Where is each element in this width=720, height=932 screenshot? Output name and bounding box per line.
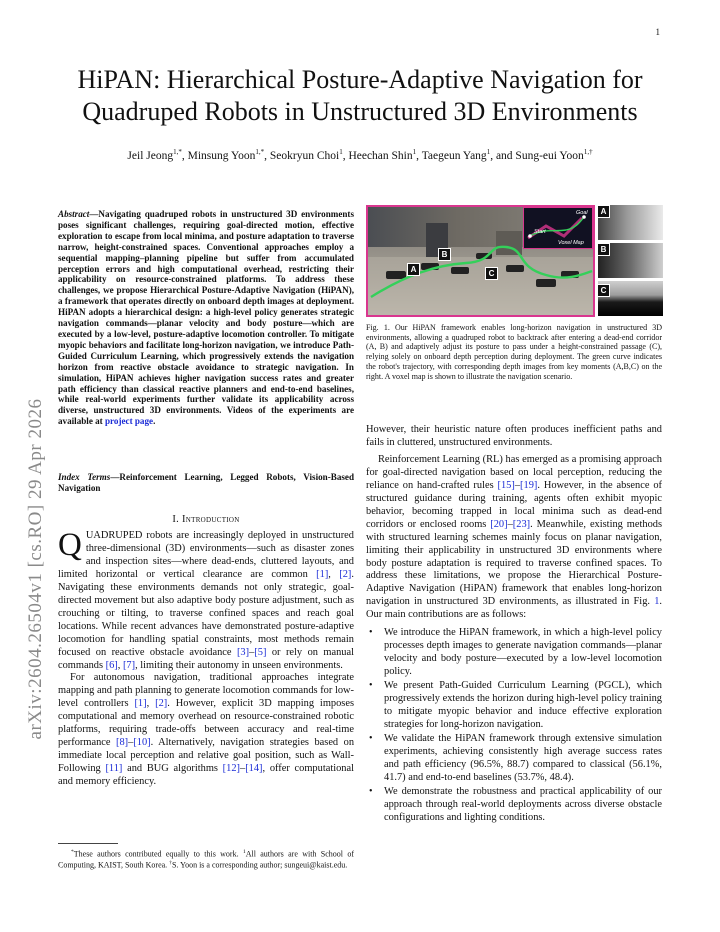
figure-tag-c: C	[485, 267, 498, 280]
figure-ref-link[interactable]: 1	[654, 596, 660, 608]
text-run: . Meanwhile, existing methods with structured learning schemes mainly focus on planar navigation, limiting their applicability in unstructured 3D environments where body posture adaptation is required to traverse confined spaces. To address these limitations, we propose the Hierarchical Posture-Adaptive Navigation (HiPAN) framework that enables long-horizon navigation in unstructured 3D environments, as illustrated in Fig.	[366, 518, 662, 608]
footnote-text: These authors contributed equally to this work.	[73, 849, 243, 859]
map-title-label: Voxel Map	[558, 240, 584, 246]
right-column-body	[366, 424, 662, 826]
text-run: –	[514, 479, 521, 491]
arxiv-stamp[interactable]	[22, 398, 50, 740]
citation-link[interactable]: [1]	[134, 698, 147, 710]
figure-1	[366, 205, 663, 317]
index-terms	[58, 472, 354, 494]
index-terms-text: —Reinforcement Learning, Legged Robots, Vision-Based Navigation	[58, 472, 354, 493]
drop-cap: Q	[58, 527, 82, 563]
citation-link[interactable]: [2]	[339, 568, 352, 580]
footnote-mark: †	[169, 860, 172, 867]
author-affil: 1,*	[173, 148, 182, 156]
right-paragraph-0: However, their heuristic nature often produces inefficient paths and fails in cluttered, unstructured environments.	[366, 424, 662, 448]
citation-link[interactable]: [14]	[245, 763, 263, 775]
contribution-item: • We present Path-Guided Curriculum Learning (PGCL), which progressively extends the horizon during high-level policy training to mitigate myopic behavior and induce effective exploration strategies for long-horizon navigation.	[366, 680, 662, 732]
author-name: Seokryun Choi	[269, 149, 340, 162]
text-run: or rely on manual commands	[58, 646, 354, 671]
depth-image-a	[598, 205, 663, 240]
citation-link[interactable]: [10]	[133, 737, 151, 749]
text-run: ,	[117, 659, 123, 671]
text-run: ,	[328, 568, 340, 580]
map-start-label: Start	[534, 229, 546, 235]
abstract-text: —Navigating quadruped robots in unstructured 3D environments poses significant challenges, requiring goal-directed motion, effective exploration to escape from local minima, and posture adaptation to traverse narrow, height-constrained spaces. Conventional approaches employ a sequential mapping–planning pipeline but suffer from accumulated perception errors and high computational overhead, restricting their applicability on resource-constrained platforms. To address these challenges, we propose Hierarchical Posture-Adaptive Navigation (HiPAN), a framework that operates directly on onboard depth images at deployment. HiPAN adopts a hierarchical design: a high-level policy generates strategic navigation commands—planar velocity and body posture—which are executed by a low-level, posture-adaptive locomotion controller. To mitigate myopic behaviors and facilitate long-horizon navigation, we introduce Path-Guided Curriculum Learning, which progressively extends the navigation horizon from reactive obstacle avoidance to strategic navigation. In simulation, HiPAN achieves higher navigation success rates and greater path efficiency than classical reactive planners and end-to-end baselines, while real-world experiments further validate its applicability across diverse, unstructured 3D environments. Videos of the experiments are available at	[58, 209, 354, 427]
text-run: . However, explicit 3D mapping imposes computational and memory overhead on resource-constrained robotic platforms, requiring trade-offs between accuracy and real-time performance	[58, 698, 354, 749]
figure-caption: Fig. 1. Our HiPAN framework enables long-horizon navigation in unstructured 3D environments, allowing a quadruped robot to backtrack after entering a dead-end corridor (A, B) and adaptively adjust its posture to pass under a height-constrained passage (C), relying solely on onboard depth perception during deployment. The green curve indicates the robot's trajectory, with corresponding depth images from key moments (A,B,C) on the right. A voxel map is shown to illustrate the navigation scenario.	[366, 323, 662, 381]
author-affil: 1,*	[255, 148, 265, 156]
depth-tag-c: C	[597, 284, 610, 297]
index-terms-lead: Index Terms	[58, 472, 111, 482]
citation-link[interactable]: [11]	[105, 763, 123, 775]
citation-link[interactable]: [23]	[512, 518, 531, 530]
text-run: . Alternatively, navigation strategies based on immediate local perception and relative goal position, such as Wall-Following	[58, 737, 355, 775]
arxiv-stamp-text: arXiv:2604.26504v1 [cs.RO] 29 Apr 2026	[25, 398, 46, 740]
citation-link[interactable]: [2]	[155, 698, 168, 710]
intro-paragraph-1	[58, 527, 354, 672]
section-heading-introduction: I. Introduction	[172, 514, 240, 525]
text-run: , offer computational and memory efficiency.	[58, 763, 354, 788]
contribution-item: • We validate the HiPAN framework through extensive simulation experiments, achieving consistently high average success rates and path efficiency (96.5%, 88.7) compared to classical (56.1%, 41.7) and end-to-end baselines (53.7%, 48.4).	[366, 733, 662, 785]
author-name: Taegeun Yang	[421, 149, 487, 162]
footnote-mark: *	[71, 849, 74, 855]
author-affil: 1	[339, 148, 343, 156]
depth-tag-b: B	[597, 243, 610, 256]
figure-tag-b: B	[438, 248, 451, 261]
author-name: Jeil Jeong	[127, 149, 174, 162]
abstract-end: .	[153, 416, 156, 427]
text-run: UADRUPED robots are increasingly deployed in unstructured three-dimensional (3D) environments—such as disaster zones and inspection sites—where dead-ends, cluttered layouts, and limited horizontal or vertical clearance are common	[58, 530, 354, 580]
abstract	[58, 209, 354, 427]
author-affil: 1	[412, 148, 417, 156]
author-list: Jeil Jeong$^{1,*}$, Minsung Yoon$^{1,*}$, Seokryun Choi$^1$, Heechan Shin$^1$, Taegeun Yang$^1$, and Sung-eui Yoon$^{1,\dagger}$	[127, 148, 593, 162]
footnote-text: S. Yoon is a corresponding author; sungeui@kaist.edu.	[171, 860, 348, 870]
intro-paragraph-2	[58, 672, 354, 789]
map-goal-label: Goal	[576, 210, 588, 216]
depth-tag-a: A	[597, 205, 610, 218]
citation-link[interactable]: [3]	[236, 646, 250, 658]
depth-image-b	[598, 243, 663, 278]
author-conjunction: and	[495, 149, 513, 162]
footnote-text: All authors are with School of Computing, KAIST, South Korea.	[58, 849, 354, 870]
depth-image-c	[598, 281, 663, 316]
citation-link[interactable]: [5]	[254, 646, 267, 658]
text-run: –	[128, 737, 134, 749]
introduction-body	[58, 527, 355, 789]
author-name: Sung-eui Yoon	[515, 149, 584, 162]
text-run: –	[239, 763, 246, 775]
text-run: . Our main contributions are as follows:	[366, 596, 662, 621]
author-name: Heechan Shin	[348, 149, 413, 162]
paper-title	[40, 64, 680, 128]
text-run: –	[507, 518, 513, 530]
contribution-item: • We introduce the HiPAN framework, in which a high-level policy processes depth images to generate navigation commands—planar velocity and body posture—executed by a low-level locomotion policy.	[366, 627, 662, 679]
project-page-link[interactable]: project page	[105, 416, 154, 427]
contribution-list	[366, 627, 662, 824]
right-paragraph-1	[366, 454, 662, 622]
citation-link[interactable]: [7]	[122, 659, 136, 671]
figure-frame	[366, 205, 595, 317]
text-run: For autonomous navigation, traditional approaches integrate mapping and path planning to generate locomotion commands for low-level controllers	[58, 672, 354, 710]
author-name: Minsung Yoon	[187, 149, 256, 162]
title-line-1: HiPAN: Hierarchical Posture-Adaptive Navigation for	[77, 65, 643, 94]
text-run: , limiting their autonomy in unseen environments.	[135, 659, 343, 671]
citation-link[interactable]: [19]	[520, 479, 538, 491]
text-run: –	[249, 646, 255, 658]
footnote	[58, 848, 354, 871]
title-line-2: Quadruped Robots in Unstructured 3D Environments	[82, 97, 638, 126]
figure-tag-a: A	[407, 263, 420, 276]
text-run: and BUG algorithms	[122, 763, 223, 775]
citation-link[interactable]: [8]	[116, 737, 129, 749]
text-run: . However, in the absence of structured guidance during training, agents often exhibit myopic behavior, becoming trapped in local minima such as dead-end corridors or enclosed rooms	[366, 479, 662, 530]
citation-link[interactable]: [12]	[222, 763, 240, 775]
footnote-mark: 1	[242, 849, 246, 855]
page-number: 1	[655, 27, 660, 37]
author-affil: 1,†	[583, 148, 593, 156]
contribution-item: • We demonstrate the robustness and practical applicability of our approach through real-world deployments across diverse obstacle configurations and lighting conditions.	[366, 786, 662, 825]
citation-link[interactable]: [6]	[105, 659, 118, 671]
figure-photo	[366, 205, 595, 317]
text-run: . Navigating these environments demands not only strategic, goal-directed movement but also adaptive body posture adjustment, such as crouching or tilting, to traverse confined spaces and reach goal locations. While recent advances have demonstrated posture-adaptive locomotion for handling spatial constraints, most methods remain focused on reactive obstacle avoidance	[58, 568, 354, 658]
abstract-lead: Abstract	[58, 209, 90, 219]
author-affil: 1	[486, 148, 491, 156]
citation-link[interactable]: [15]	[497, 479, 515, 491]
footnote-divider	[58, 843, 118, 844]
citation-link[interactable]: [1]	[316, 568, 329, 580]
text-run: ,	[146, 698, 156, 710]
text-run: Reinforcement Learning (RL) has emerged as a promising approach for goal-directed navigation based on local perception, reducing the reliance on hand-crafted rules	[366, 453, 662, 491]
citation-link[interactable]: [20]	[490, 518, 508, 530]
